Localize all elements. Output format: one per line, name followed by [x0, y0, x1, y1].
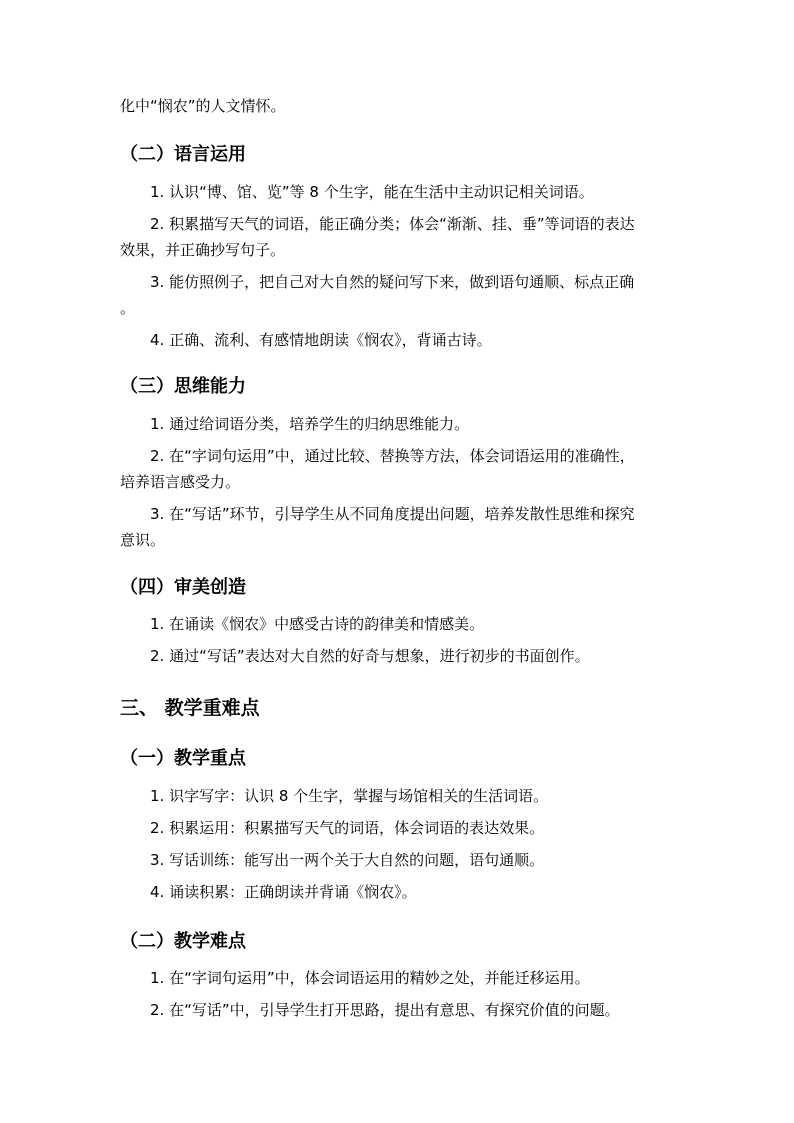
list-item: 2. 通过“写话”表达对大自然的好奇与想象，进行初步的书面创作。	[150, 647, 590, 665]
list-item: 4. 诵读积累：正确朗读并背诵《悯农》。	[150, 883, 417, 901]
list-item: 3. 能仿照例子，把自己对大自然的疑问写下来，做到语句通顺、标点正确	[150, 273, 635, 291]
heading-language-use: （二）语言运用	[120, 144, 246, 165]
list-item-continuation: 效果，并正确抄写句子。	[120, 241, 286, 259]
heading-teaching-difficulties: （二）教学难点	[120, 931, 246, 952]
list-item: 3. 写话训练：能写出一两个关于大自然的问题，语句通顺。	[150, 851, 545, 869]
section-heading-key-difficult-points: 三、 教学重难点	[120, 697, 260, 719]
list-item-continuation: 。	[120, 299, 136, 317]
heading-aesthetic-creation: （四）审美创造	[120, 577, 246, 598]
intro-continuation: 化中“悯农”的人文情怀。	[120, 97, 286, 115]
heading-thinking-ability: （三）思维能力	[120, 376, 246, 397]
list-item-continuation: 培养语言感受力。	[120, 473, 241, 491]
list-item: 2. 在“写话”中，引导学生打开思路，提出有意思、有探究价值的问题。	[150, 1001, 620, 1019]
list-item: 1. 在诵读《悯农》中感受古诗的韵律美和情感美。	[150, 615, 485, 633]
list-item: 4. 正确、流利、有感情地朗读《悯农》，背诵古诗。	[150, 331, 492, 349]
list-item: 2. 在“字词句运用”中，通过比较、替换等方法，体会词语运用的准确性，	[150, 447, 635, 465]
list-item: 1. 识字写字：认识 8 个生字，掌握与场馆相关的生活词语。	[150, 787, 549, 805]
list-item-continuation: 意识。	[120, 531, 166, 549]
list-item: 3. 在“写话”环节，引导学生从不同角度提出问题，培养发散性思维和探究	[150, 505, 635, 523]
list-item: 2. 积累运用：积累描写天气的词语，体会词语的表达效果。	[150, 819, 545, 837]
list-item: 1. 通过给词语分类，培养学生的归纳思维能力。	[150, 415, 470, 433]
list-item: 2. 积累描写天气的词语，能正确分类；体会“渐渐、挂、垂”等词语的表达	[150, 215, 635, 233]
list-item: 1. 认识“博、馆、览”等 8 个生字，能在生活中主动识记相关词语。	[150, 183, 594, 201]
heading-teaching-key-points: （一）教学重点	[120, 748, 246, 769]
list-item: 1. 在“字词句运用”中，体会词语运用的精妙之处，并能迁移运用。	[150, 969, 590, 987]
